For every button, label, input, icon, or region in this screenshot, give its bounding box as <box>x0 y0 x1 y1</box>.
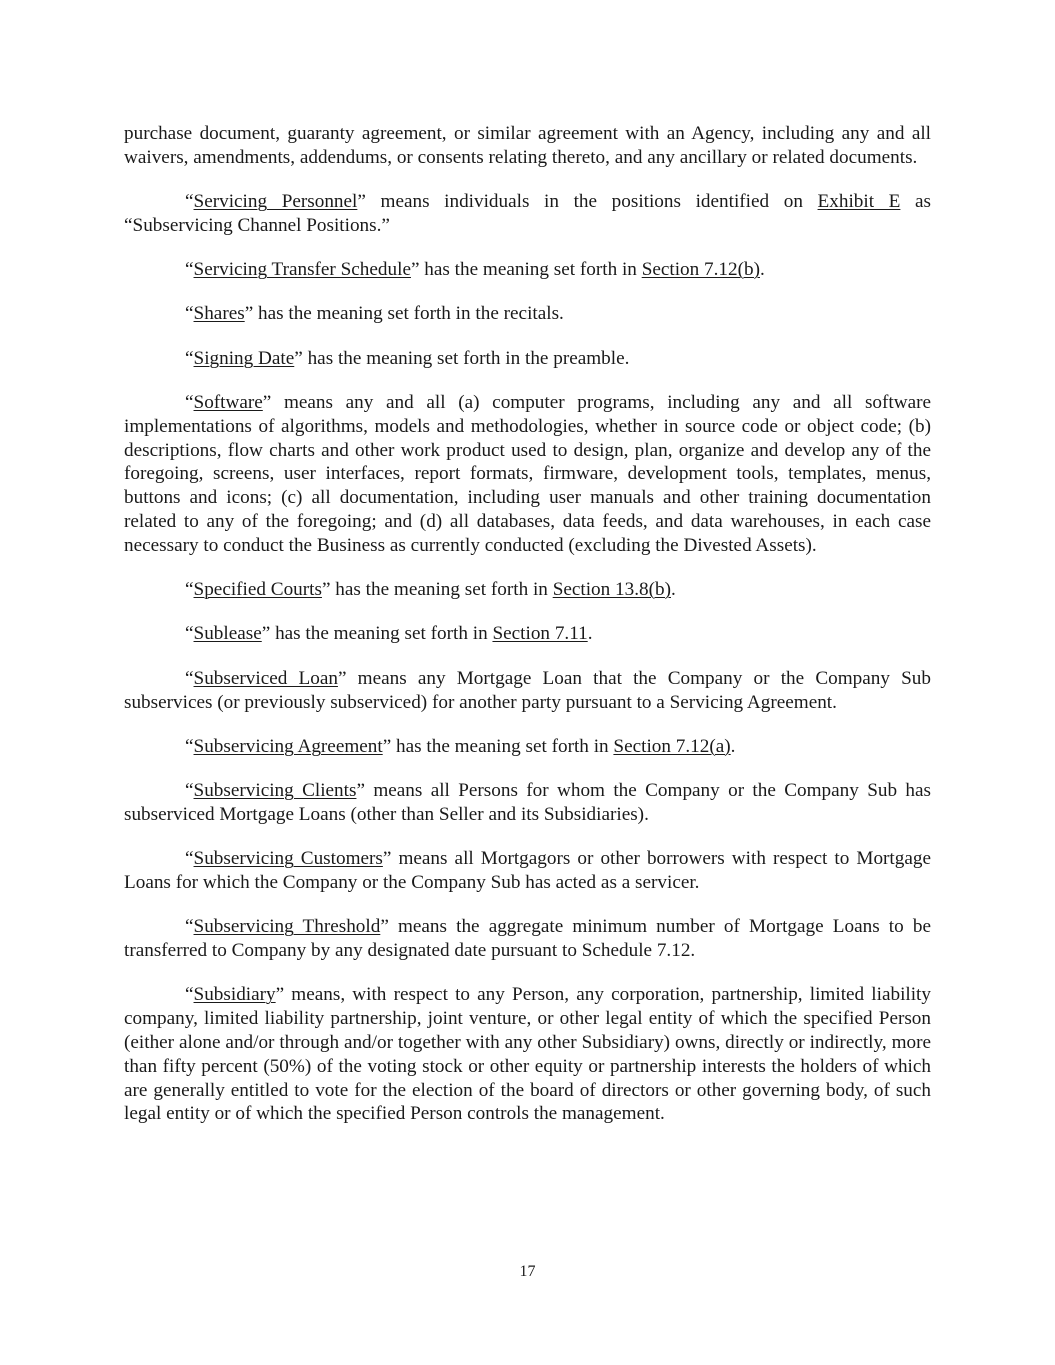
text-run: ” has the meaning set forth in <box>321 579 553 601</box>
text-run: “ <box>185 303 194 325</box>
text-run: ” means individuals in the positions identified on <box>357 191 818 213</box>
page-number: 17 <box>519 1263 536 1280</box>
definition-paragraph <box>124 847 931 895</box>
text-run: . <box>671 579 676 601</box>
defined-term: Servicing Transfer Schedule <box>193 259 411 281</box>
defined-term: Section 7.12(a) <box>613 735 731 757</box>
text-run: “ <box>185 392 194 414</box>
text-run: ” means all Persons for whom the Company or the Company Sub has subserviced Mortgage Loans (other than Seller and its Subsidiaries). <box>124 780 931 825</box>
definition-paragraph <box>124 915 931 963</box>
text-run: as “Subservicing Channel Positions.” <box>124 191 931 236</box>
definition-paragraph <box>124 190 931 238</box>
text-run: “ <box>185 735 194 757</box>
text-run: “ <box>185 347 194 369</box>
defined-term: Shares <box>193 303 245 325</box>
defined-term: Signing Date <box>193 347 295 369</box>
definition-paragraph <box>124 735 931 759</box>
defined-term: Subservicing Threshold <box>193 916 381 938</box>
text-run: ” has the meaning set forth in <box>261 623 493 645</box>
definition-paragraph <box>124 667 931 715</box>
definition-paragraph <box>124 302 931 326</box>
text-run: . <box>760 259 765 281</box>
text-run: . <box>587 623 593 645</box>
definition-paragraph <box>124 578 931 602</box>
text-run: “ <box>185 191 194 213</box>
defined-term: Sublease <box>193 623 262 645</box>
definition-paragraph <box>124 983 931 1126</box>
text-run: ” means the aggregate minimum number of Mortgage Loans to be transferred to Company by any designated date pursuant to Schedule 7.12. <box>124 916 931 962</box>
defined-term: Software <box>193 392 263 414</box>
text-run: ” has the meaning set forth in <box>410 259 642 281</box>
defined-term: Subservicing Customers <box>193 848 383 870</box>
text-run: “ <box>185 259 194 281</box>
definition-paragraph <box>124 779 931 827</box>
text-run: “ <box>185 916 194 938</box>
continued-paragraph <box>124 122 931 170</box>
text-run: ” means, with respect to any Person, any corporation, partnership, limited liability company, limited liability partnership, joint venture, or other legal entity of which the specified Person (either alone and/or through and/or together with any other Subsidiary) owns, directly or indirectly, more than fifty percent (50%) of the voting stock or other equity or partnership interests the holders of which are generally entitled to vote for the election of the board of directors or other governing body, of such legal entity or of which the specified Person controls the management. <box>124 984 931 1125</box>
text-run: ” means any Mortgage Loan that the Company or the Company Sub subservices (or previously subserviced) for another party pursuant to a Servicing Agreement. <box>124 667 931 713</box>
defined-term: Subservicing Clients <box>193 780 357 802</box>
defined-term: Specified Courts <box>193 579 322 601</box>
text-run: ” means all Mortgagors or other borrowers with respect to Mortgage Loans for which the Company or the Company Sub has acted as a servicer. <box>124 848 931 894</box>
defined-term: Subserviced Loan <box>193 667 338 689</box>
definition-paragraph <box>124 347 931 371</box>
definition-paragraph <box>124 391 931 558</box>
text-run: “ <box>185 780 194 802</box>
defined-term: Subsidiary <box>193 984 276 1006</box>
defined-term: Section 13.8(b) <box>552 579 671 601</box>
text-run: “ <box>185 984 194 1006</box>
defined-term: Subservicing Agreement <box>193 735 383 757</box>
document-body <box>124 122 931 1147</box>
text-run: “ <box>185 623 194 645</box>
text-run: ” has the meaning set forth in the preamble. <box>294 347 630 369</box>
definition-paragraph <box>124 622 931 646</box>
defined-term: Servicing Personnel <box>193 191 358 213</box>
text-run: ” means any and all (a) computer programs, including any and all software implementations of algorithms, models and methodologies, whether in source code or object code; (b) descriptions, flow charts and other work product used to design, plan, organize and develop any of the foregoing, screens, user interfaces, report formats, firmware, development tools, templates, menus, buttons and icons; (c) all documentation, including user manuals and other training documentation related to any of the foregoing; and (d) all databases, data feeds, and data warehouses, in each case necessary to conduct the Business as currently conducted (excluding the Divested Assets). <box>124 392 931 556</box>
definition-paragraph <box>124 258 931 282</box>
defined-term: Section 7.11 <box>492 623 588 645</box>
text-run: purchase document, guaranty agreement, or similar agreement with an Agency, including any and all waivers, amendments, addendums, or consents relating thereto, and any ancillary or related documents. <box>124 123 931 168</box>
defined-term: Section 7.12(b) <box>641 259 760 281</box>
defined-term: Exhibit E <box>817 191 901 213</box>
text-run: “ <box>185 848 194 870</box>
text-run: ” has the meaning set forth in <box>382 735 614 757</box>
text-run: “ <box>185 579 194 601</box>
text-run: ” has the meaning set forth in the recitals. <box>244 303 564 325</box>
text-run: . <box>730 735 736 757</box>
text-run: “ <box>185 667 194 689</box>
